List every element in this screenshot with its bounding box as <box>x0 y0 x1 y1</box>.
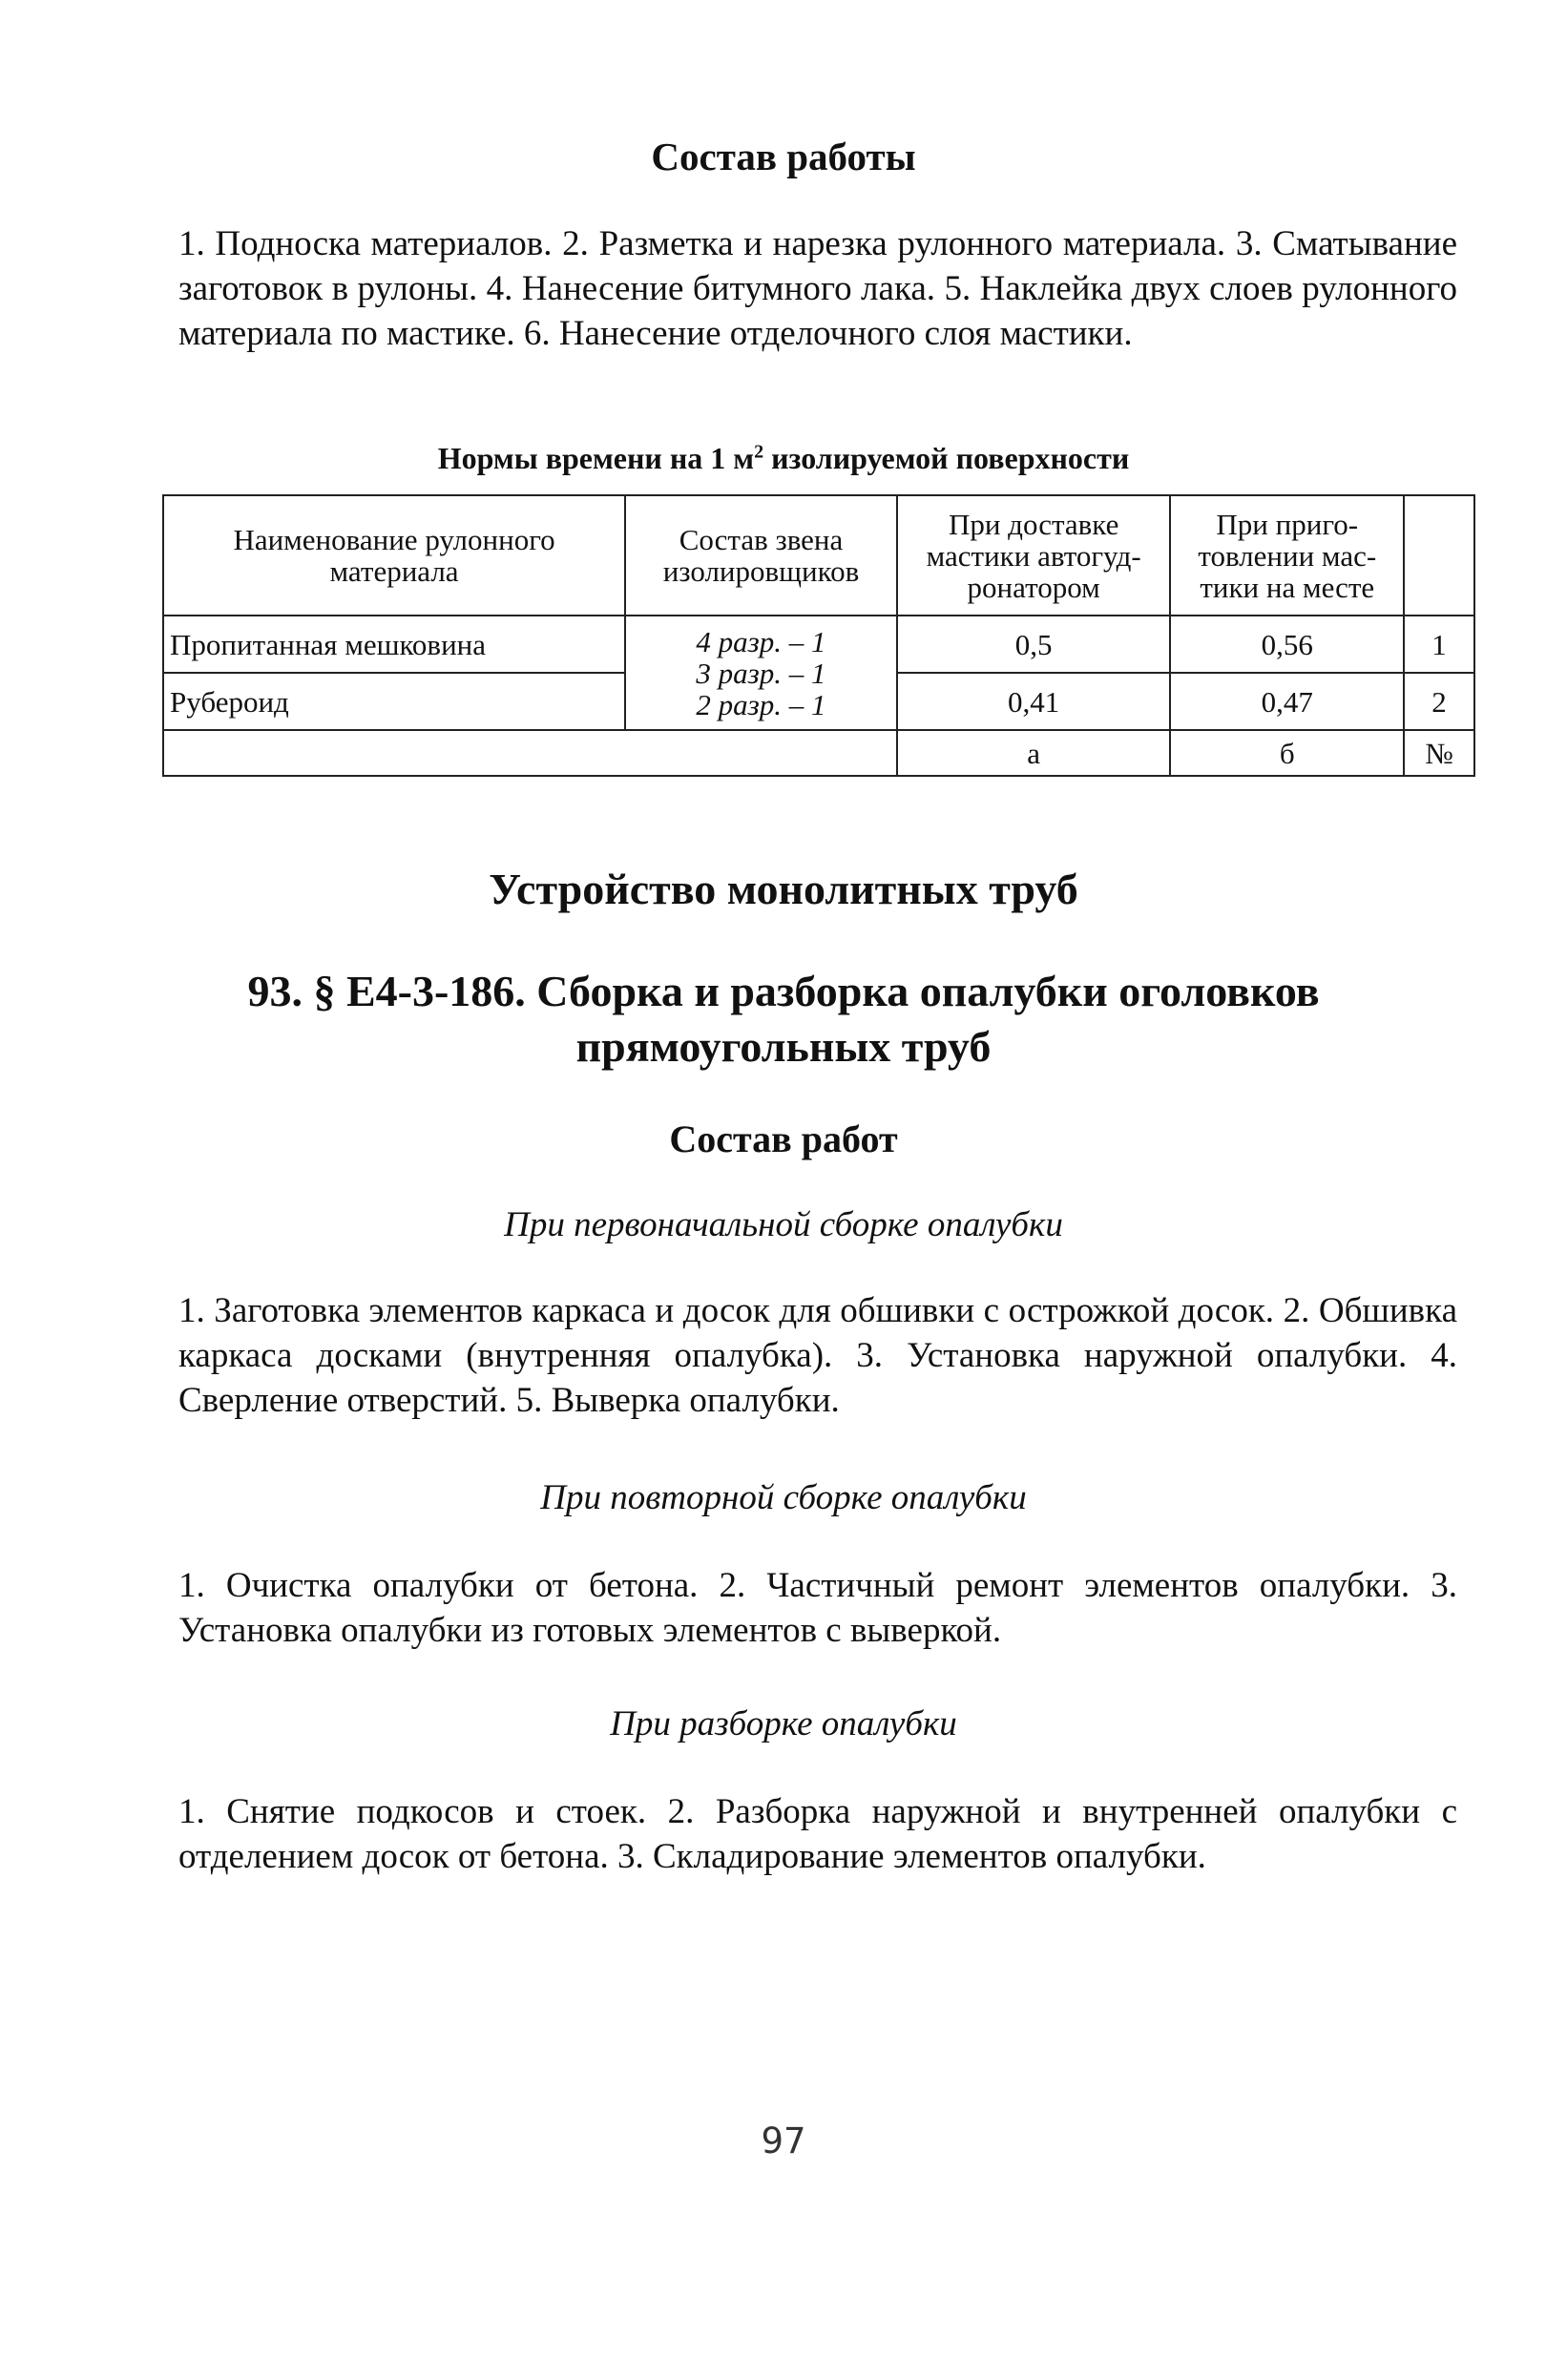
subheading-disassembly: При разборке опалубки <box>610 1704 957 1743</box>
crew-line: 4 разр. – 1 <box>696 624 826 658</box>
paragraph-title-line: прямоугольных труб <box>575 1022 992 1071</box>
paragraph-title-line: 93. § Е4-3-186. Сборка и разборка опалубки оголовков <box>247 967 1320 1015</box>
header-number <box>1404 495 1474 616</box>
works-composition-title: Состав работ <box>669 1117 898 1160</box>
footer-number-sign: № <box>1404 730 1474 776</box>
row-onsite-value: 0,56 <box>1170 616 1404 673</box>
page-number: 97 <box>761 2120 806 2161</box>
table-footer-row <box>163 730 1474 776</box>
table-row <box>163 616 1474 673</box>
header-crew: Состав звена изолировщиков <box>625 495 897 616</box>
section-title: Устройство монолитных труб <box>489 865 1078 913</box>
crew-line: 2 разр. – 1 <box>696 687 826 721</box>
header-material: Наименование рулонного материала <box>163 495 625 616</box>
crew-line: 3 разр. – 1 <box>696 656 826 690</box>
header-delivery: При доставке мастики автогуд-ронатором <box>897 495 1171 616</box>
work-composition-title: Состав работы <box>651 135 916 178</box>
row-number: 1 <box>1404 616 1474 673</box>
row-material: Пропитанная мешковина <box>163 616 625 673</box>
norms-caption-text: Нормы времени на 1 м <box>437 441 755 475</box>
subheading-initial-assembly: При первоначальной сборке опалубки <box>504 1205 1063 1244</box>
norms-caption <box>0 441 1567 476</box>
norms-caption-superscript: 2 <box>754 441 764 463</box>
subheading-repeat-assembly: При повторной сборке опалубки <box>540 1478 1027 1517</box>
text-repeat-assembly: 1. Очистка опалубки от бетона. 2. Частичный ремонт элементов опалубки. 3. Установка опалубки из готовых элементов с выверкой. <box>178 1566 1457 1650</box>
crew-cell <box>625 616 897 730</box>
norms-table <box>162 494 1475 777</box>
paragraph-title <box>0 964 1567 1075</box>
text-disassembly: 1. Снятие подкосов и стоек. 2. Разборка наружной и внутренней опалубки с отделением досок от бетона. 3. Складирование элементов опалубки. <box>178 1792 1457 1876</box>
work-composition-text: 1. Подноска материалов. 2. Разметка и нарезка рулонного материала. 3. Сматывание заготовок в рулоны. 4. Нанесение битумного лака. 5. Наклейка двух слоев рулонного материала по мастике. 6. Нанесение отделочного слоя мастики. <box>178 224 1457 353</box>
table-header-row <box>163 495 1474 616</box>
row-number: 2 <box>1404 673 1474 730</box>
text-initial-assembly: 1. Заготовка элементов каркаса и досок для обшивки с острожкой досок. 2. Обшивка каркаса досками (внутренняя опалубка). 3. Установка наружной опалубки. 4. Сверление отверстий. 5. Выверка опалубки. <box>178 1291 1457 1420</box>
norms-caption-text-end: изолируемой поверхности <box>763 441 1130 475</box>
header-onsite: При приго-товлении мас-тики на месте <box>1170 495 1404 616</box>
row-onsite-value: 0,47 <box>1170 673 1404 730</box>
row-delivery-value: 0,5 <box>897 616 1171 673</box>
footer-column-b: б <box>1170 730 1404 776</box>
row-delivery-value: 0,41 <box>897 673 1171 730</box>
footer-column-a: а <box>897 730 1171 776</box>
row-material: Рубероид <box>163 673 625 730</box>
footer-empty-cell <box>163 730 897 776</box>
